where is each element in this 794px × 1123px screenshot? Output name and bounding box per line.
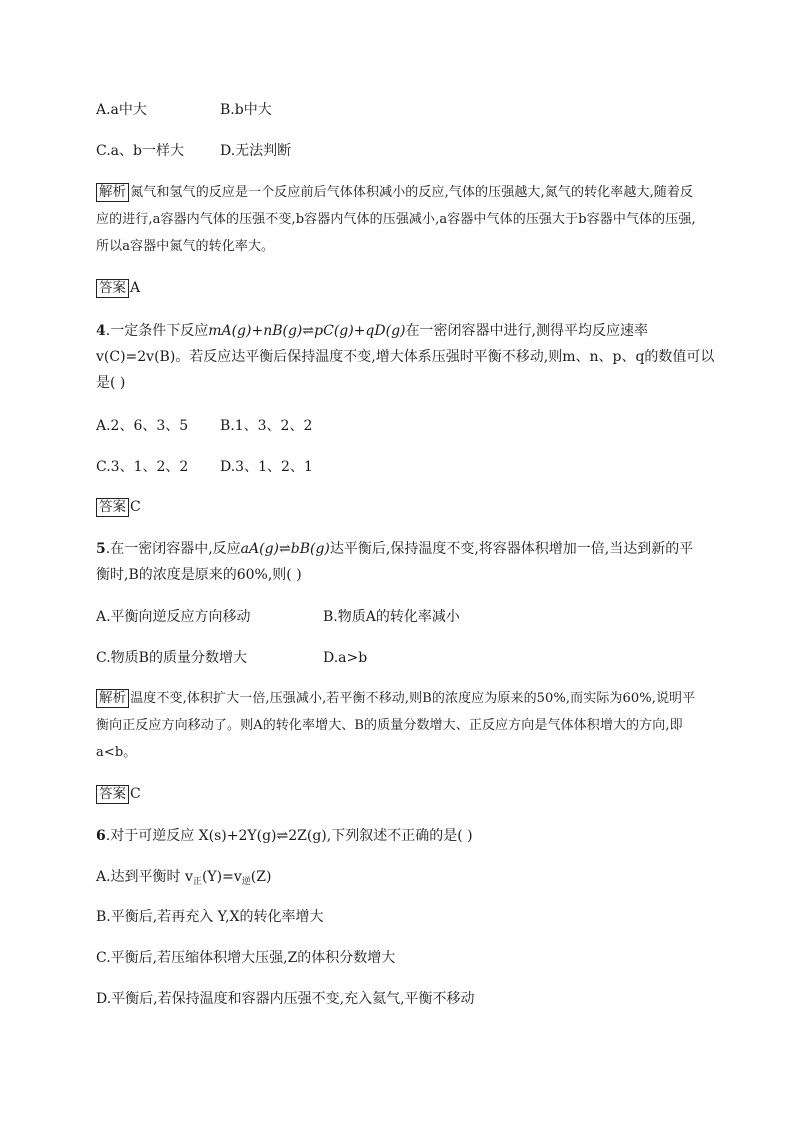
q4-stem-line-3: 是( ): [96, 375, 126, 391]
q4-reactants: mA(g)+nB(g): [208, 323, 303, 339]
q3-answer: [96, 278, 140, 298]
q6-option-a-text-2: (Y)=v: [201, 869, 242, 885]
q4-option-a: A.2、6、3、5: [96, 418, 189, 434]
q5-option-d: D.a>b: [323, 650, 368, 666]
q3-option-row-2: [96, 141, 292, 161]
q3-option-row-1: [96, 100, 272, 120]
q4-stem-text-2: 在一密闭容器中进行,测得平均反应速率: [405, 323, 648, 339]
q4-answer-value: C: [130, 499, 141, 515]
equilibrium-arrow-icon: ⇌: [302, 323, 315, 339]
q5-product: bB(g): [290, 541, 330, 557]
q6-option-c: C.平衡后,若压缩体积增大压强,Z的体积分数增大: [96, 950, 396, 966]
answer-tag: 答案: [96, 785, 129, 804]
q3-option-d: D.无法判断: [220, 143, 292, 159]
q4-stem-line-1: [96, 321, 648, 341]
q4-option-row-2: [96, 457, 313, 477]
q4-products: pC(g)+qD(g): [314, 323, 406, 339]
q5-number: 5: [96, 541, 106, 557]
q5-answer: [96, 784, 141, 804]
answer-tag: 答案: [96, 279, 129, 298]
analysis-tag: 解析: [96, 183, 129, 202]
q6-option-b: B.平衡后,若再充入 Y,X的转化率增大: [96, 909, 324, 925]
q5-option-c: C.物质B的质量分数增大: [96, 650, 247, 666]
q3-option-c: C.a、b一样大: [96, 143, 184, 159]
q5-analysis-text: 温度不变,体积扩大一倍,压强减小,若平衡不移动,则B的浓度应为原来的50%,而实际为60%,说明平衡向正反应方向移动了。则A的转化率增大、B的质量分数增大、正反应方向是气体体积增大的方向,即a<b。: [96, 691, 696, 760]
q5-option-row-2: [96, 648, 368, 668]
equilibrium-arrow-icon: ⇌: [279, 541, 291, 557]
q3-option-a: A.a中大: [96, 102, 147, 118]
analysis-tag: 解析: [96, 689, 129, 708]
q5-option-b: B.物质A的转化率减小: [323, 609, 460, 625]
answer-tag: 答案: [96, 498, 129, 517]
q4-number: 4: [96, 323, 106, 339]
q5-reactant: aA(g): [240, 541, 279, 557]
q6-stem-text: .对于可逆反应 X(s)+2Y(g): [105, 828, 277, 844]
q3-option-b: B.b中大: [220, 102, 272, 118]
q6-stem: [96, 826, 473, 846]
q5-analysis: [96, 685, 702, 766]
q5-stem-text: .在一密闭容器中,反应: [105, 541, 241, 557]
q6-option-d: D.平衡后,若保持温度和容器内压强不变,充入氦气,平衡不移动: [96, 991, 475, 1007]
q6-number: 6: [96, 828, 106, 844]
q5-option-row-1: [96, 607, 460, 627]
q5-stem-line-1: [96, 539, 693, 559]
q4-option-b: B.1、3、2、2: [220, 418, 313, 434]
q5-option-a: A.平衡向逆反应方向移动: [96, 609, 251, 625]
q6-option-a-sub-reverse: 逆: [241, 877, 251, 887]
q6-option-a-sub-forward: 正: [192, 877, 202, 887]
q4-option-row-1: [96, 416, 313, 436]
q5-stem-line-2: 衡时,B的浓度是原来的60%,则( ): [96, 567, 302, 583]
q6-option-a-text-3: (Z): [250, 869, 272, 885]
q4-option-d: D.3、1、2、1: [220, 459, 313, 475]
equilibrium-arrow-icon: ⇌: [276, 828, 289, 844]
q3-answer-value: A: [130, 280, 141, 296]
q5-stem-text-2: 达平衡后,保持温度不变,将容器体积增加一倍,当达到新的平: [329, 541, 694, 557]
q5-answer-value: C: [130, 786, 141, 802]
q6-option-a: [96, 867, 271, 892]
q3-analysis: [96, 179, 702, 260]
q6-stem-text-2: 2Z(g),下列叙述不正确的是( ): [288, 828, 473, 844]
q4-answer: [96, 497, 141, 517]
q4-stem-line-2: v(C)=2v(B)。若反应达平衡后保持温度不变,增大体系压强时平衡不移动,则m、n、p、q的数值可以: [96, 349, 715, 365]
q3-analysis-text: 氮气和氢气的反应是一个反应前后气体体积减小的反应,气体的压强越大,氮气的转化率越大,随着反应的进行,a容器内气体的压强不变,b容器内气体的压强减小,a容器中气体的压强大于b容器中气体的压强,所以a容器中氮气的转化率大。: [96, 185, 696, 254]
q6-option-a-text: A.达到平衡时 v: [96, 869, 193, 885]
q4-option-c: C.3、1、2、2: [96, 459, 189, 475]
q4-stem-text: .一定条件下反应: [105, 323, 209, 339]
